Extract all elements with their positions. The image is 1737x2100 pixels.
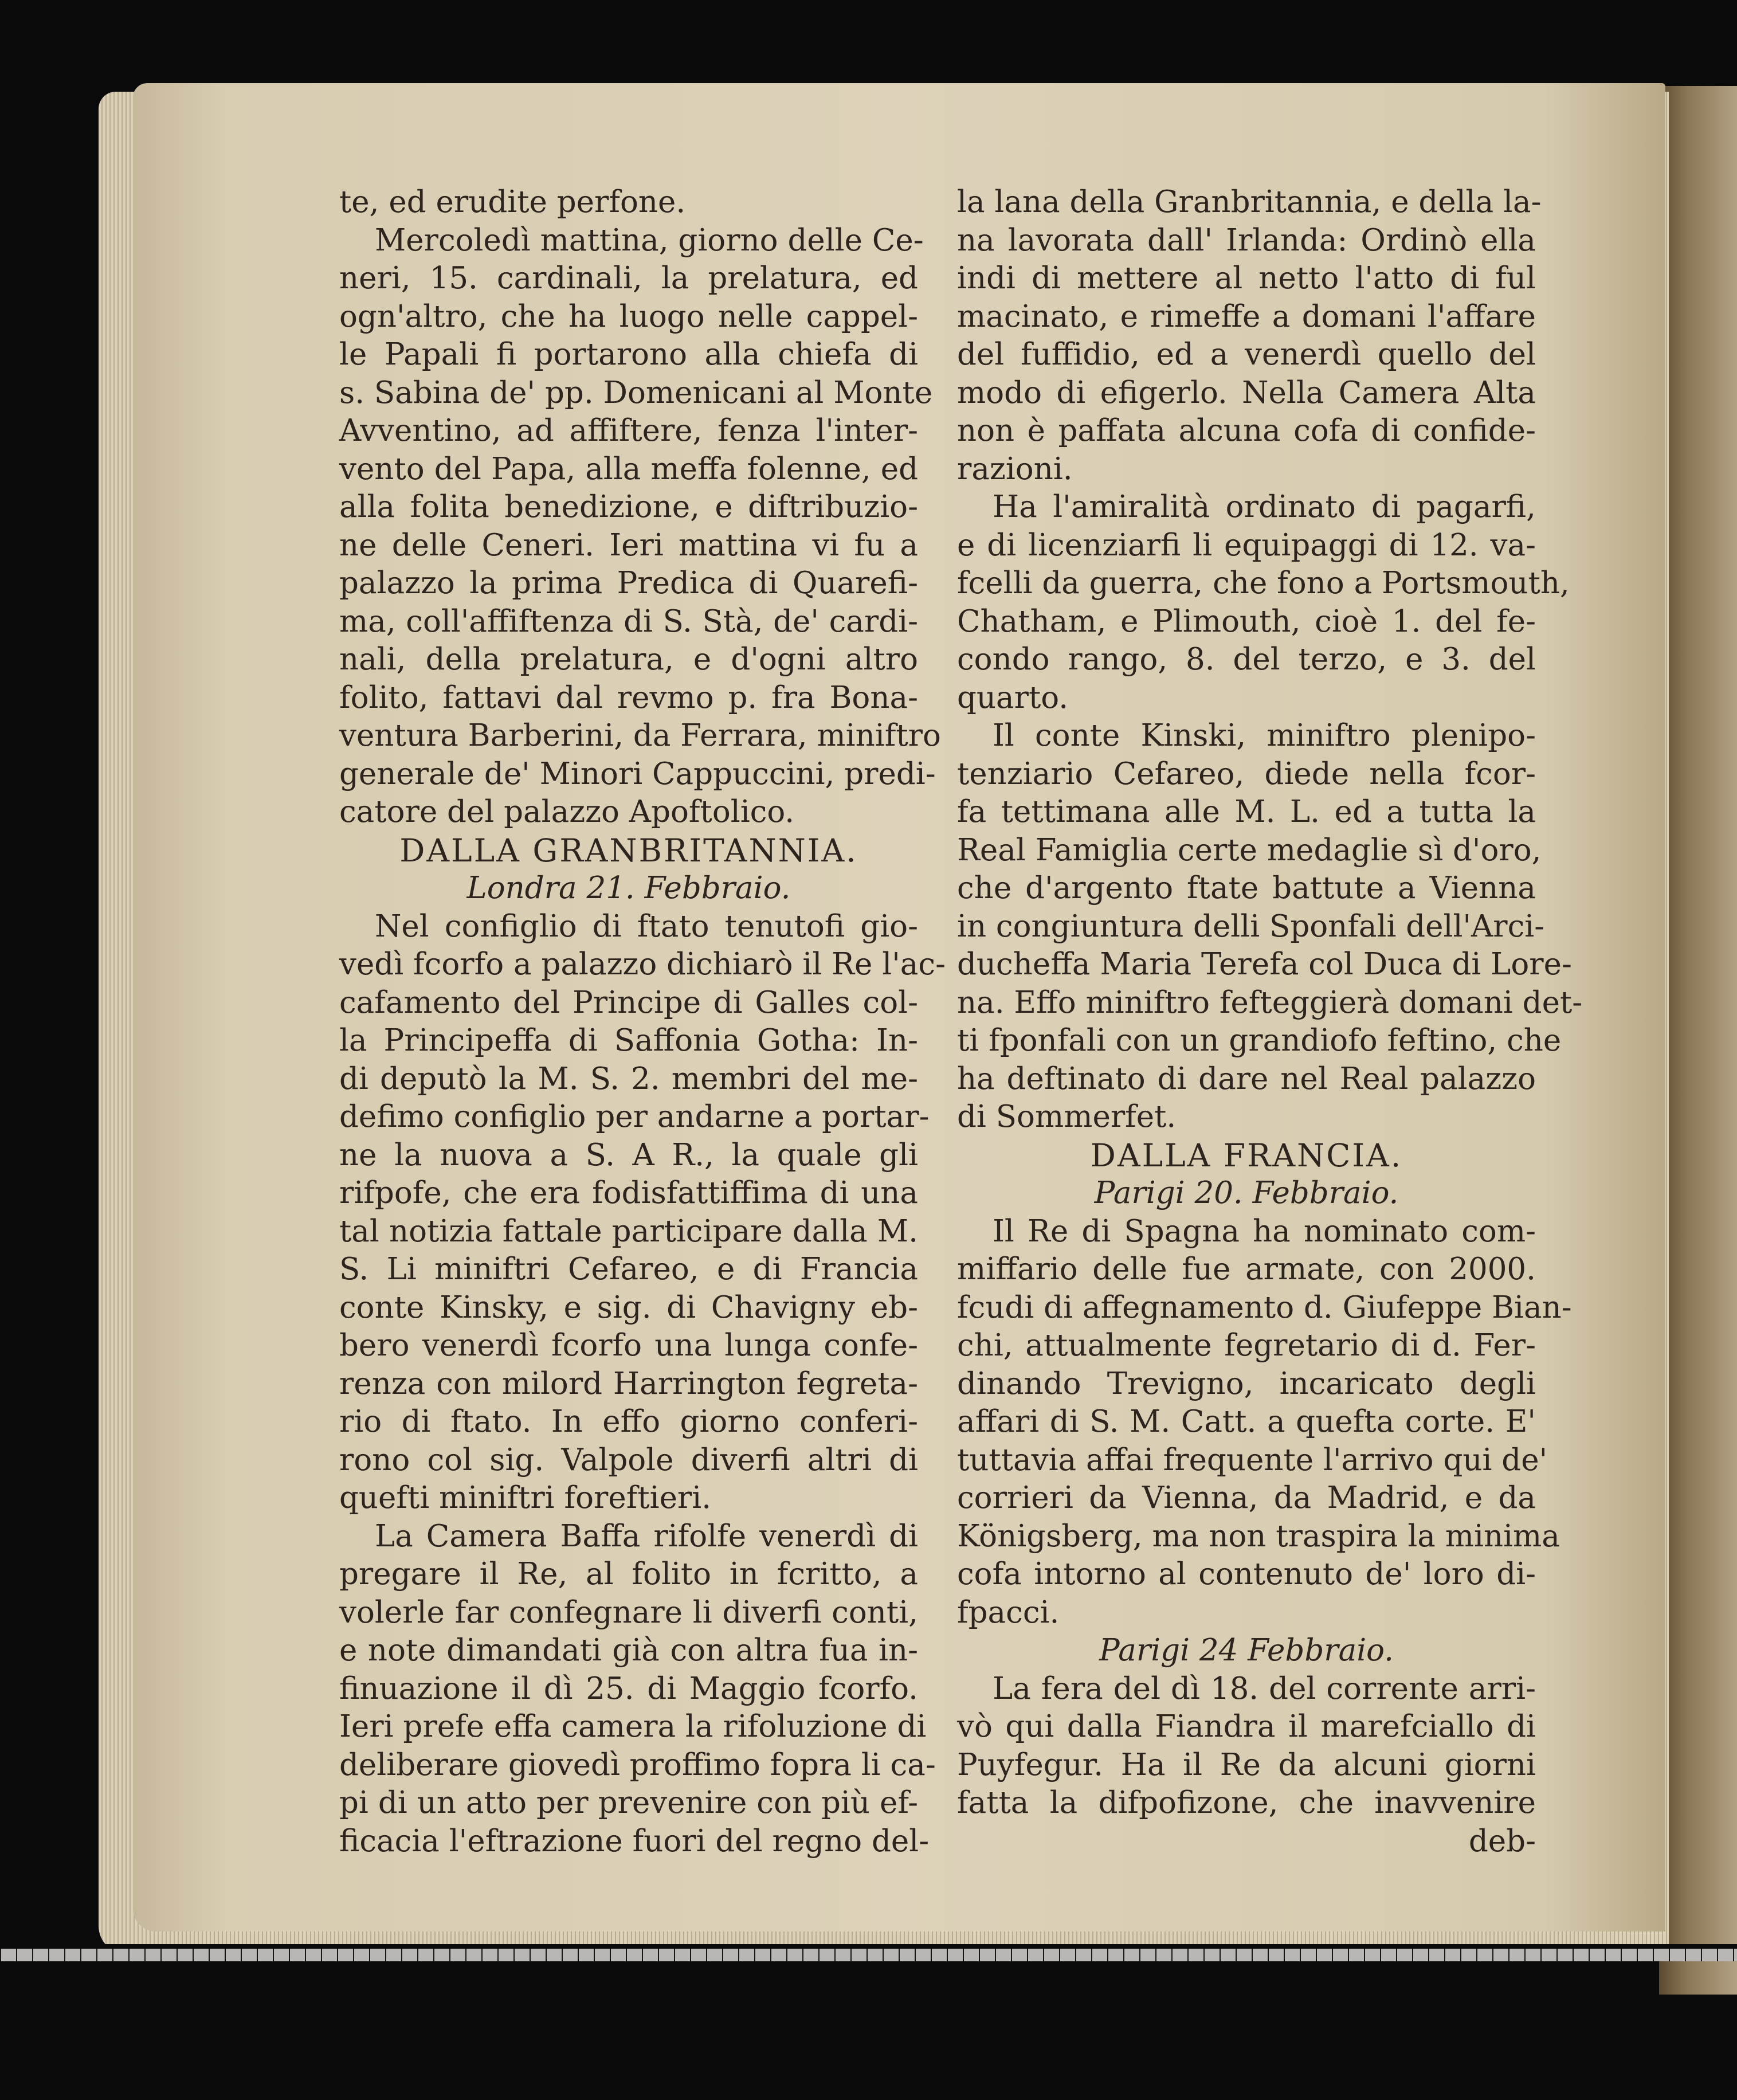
text-line: tenziario Cefareo, diede nella fcor- xyxy=(957,756,1536,792)
text-line: chi, attualmente fegretario di d. Fer- xyxy=(957,1328,1536,1363)
text-line: defimo configlio per andarne a portar- xyxy=(339,1099,930,1134)
text-line: na lavorata dall' Irlanda: Ordinò ella xyxy=(957,222,1536,258)
catchword: deb- xyxy=(1468,1823,1536,1859)
text-line: fcelli da guerra, che fono a Portsmouth, xyxy=(957,566,1570,601)
text-line: la Principeffa di Saffonia Gotha: In- xyxy=(339,1023,918,1058)
text-line: neri, 15. cardinali, la prelatura, ed xyxy=(339,261,918,296)
text-line: e note dimandati già con altra fua in- xyxy=(339,1633,918,1668)
text-line: affari di S. M. Catt. a quefta corte. E' xyxy=(957,1404,1536,1439)
text-line: Ha l'amiralità ordinato di pagarfi, xyxy=(993,489,1536,524)
text-line: catore del palazzo Apoftolico. xyxy=(339,794,795,829)
text-line: fa tettimana alle M. L. ed a tutta la xyxy=(957,794,1536,829)
dateline: Parigi 20. Febbraio. xyxy=(1094,1176,1399,1210)
text-line: ha deftinato di dare nel Real palazzo xyxy=(957,1061,1536,1096)
text-line: conte Kinsky, e sig. di Chavigny eb- xyxy=(339,1290,918,1325)
text-line: s. Sabina de' pp. Domenicani al Monte xyxy=(339,375,933,410)
text-line: Real Famiglia certe medaglie sì d'oro, xyxy=(957,832,1542,868)
text-line: di deputò la M. S. 2. membri del me- xyxy=(339,1061,918,1096)
text-line: rono col sig. Valpole diverfi altri di xyxy=(339,1442,918,1478)
text-line: Ieri prefe effa camera la rifoluzione di xyxy=(339,1709,927,1744)
text-line: fpacci. xyxy=(957,1594,1060,1630)
text-line: vento del Papa, alla meffa folenne, ed xyxy=(339,451,918,487)
text-line: La Camera Baffa rifolfe venerdì di xyxy=(375,1518,918,1554)
text-line: volerle far confegnare li diverfi conti, xyxy=(339,1594,918,1630)
right-column xyxy=(957,183,1583,1860)
text-line: di Sommerfet. xyxy=(957,1099,1177,1134)
text-line: la lana della Granbritannia, e della la- xyxy=(957,185,1542,220)
text-line: folito, fattavi dal revmo p. fra Bona- xyxy=(339,680,918,715)
text-line: Mercoledì mattina, giorno delle Ce- xyxy=(375,222,924,258)
text-line: ti fponfali con un grandiofo feftino, che xyxy=(957,1023,1562,1058)
text-line: fcudi di affegnamento d. Giufeppe Bian- xyxy=(957,1290,1572,1325)
text-line: ma, coll'affiftenza di S. Stà, de' cardi- xyxy=(339,604,918,639)
section-heading: DALLA GRANBRITANNIA. xyxy=(399,832,858,869)
measurement-ruler xyxy=(0,1944,1737,1961)
text-line: ducheffa Maria Terefa col Duca di Lore- xyxy=(957,947,1572,982)
text-line: indi di mettere al netto l'atto di ful xyxy=(957,261,1536,296)
text-line: palazzo la prima Predica di Quarefi- xyxy=(339,566,918,601)
text-line: corrieri da Vienna, da Madrid, e da xyxy=(957,1480,1536,1515)
text-line: finuazione il dì 25. di Maggio fcorfo. xyxy=(339,1671,918,1706)
text-line: bero venerdì fcorfo una lunga confe- xyxy=(339,1328,918,1363)
text-line: rio di ftato. In effo giorno conferi- xyxy=(339,1404,918,1439)
text-line: miffario delle fue armate, con 2000. xyxy=(957,1252,1536,1287)
text-line: ne la nuova a S. A R., la quale gli xyxy=(339,1137,918,1173)
text-line: ne delle Ceneri. Ieri mattina vi fu a xyxy=(339,527,918,563)
text-line: non è paffata alcuna cofa di confide- xyxy=(957,413,1536,448)
dateline: Parigi 24 Febbraio. xyxy=(1099,1633,1394,1668)
text-line: La fera del dì 18. del corrente arri- xyxy=(993,1671,1536,1706)
text-line: vedì fcorfo a palazzo dichiarò il Re l'ac- xyxy=(339,947,946,982)
text-line: del fuffidio, ed a venerdì quello del xyxy=(957,337,1536,372)
text-line: che d'argento ftate battute a Vienna xyxy=(957,871,1536,906)
text-line: quarto. xyxy=(957,680,1069,715)
text-line: Puyfegur. Ha il Re da alcuni giorni xyxy=(957,1747,1536,1782)
text-line: rifpofe, che era fodisfattiffima di una xyxy=(339,1176,918,1210)
text-line: te, ed erudite perfone. xyxy=(339,185,686,220)
text-line: dinando Trevigno, incaricato degli xyxy=(957,1366,1536,1401)
text-line: S. Li miniftri Cefareo, e di Francia xyxy=(339,1252,918,1287)
text-line: cafamento del Principe di Galles col- xyxy=(339,985,918,1020)
left-column xyxy=(339,183,946,1860)
text-line: tal notizia fattale participare dalla M. xyxy=(339,1213,918,1249)
dateline: Londra 21. Febbraio. xyxy=(466,871,791,906)
text-line: vò qui dalla Fiandra il marefciallo di xyxy=(957,1709,1536,1744)
text-line: le Papali fi portarono alla chiefa di xyxy=(339,337,918,372)
text-line: Il conte Kinski, miniftro plenipo- xyxy=(993,718,1536,753)
text-line: pi di un atto per prevenire con più ef- xyxy=(339,1785,918,1820)
text-line: nali, della prelatura, e d'ogni altro xyxy=(339,642,918,677)
text-line: quefti miniftri foreftieri. xyxy=(339,1480,712,1515)
section-heading: DALLA FRANCIA. xyxy=(1090,1137,1403,1174)
text-line: e di licenziarfi li equipaggi di 12. va- xyxy=(957,527,1536,563)
text-line: ogn'altro, che ha luogo nelle cappel- xyxy=(339,299,918,334)
book-gutter xyxy=(1659,86,1737,1995)
text-line: na. Effo miniftro fefteggierà domani det- xyxy=(957,985,1583,1020)
text-line: cofa intorno al contenuto de' loro di- xyxy=(957,1557,1536,1592)
text-line: Avventino, ad affiftere, fenza l'inter- xyxy=(339,413,918,448)
text-line: ventura Barberini, da Ferrara, miniftro xyxy=(339,718,941,753)
text-line: modo di efigerlo. Nella Camera Alta xyxy=(957,375,1536,410)
text-line: razioni. xyxy=(957,451,1073,487)
text-line: generale de' Minori Cappuccini, predi- xyxy=(339,756,936,792)
text-line: alla folita benedizione, e diftribuzio- xyxy=(339,489,918,524)
text-line: in congiuntura delli Sponfali dell'Arci- xyxy=(957,908,1545,944)
text-line: macinato, e rimeffe a domani l'affare xyxy=(957,299,1536,334)
text-line: Chatham, e Plimouth, cioè 1. del fe- xyxy=(957,604,1536,639)
text-line: tuttavia affai frequente l'arrivo qui de' xyxy=(957,1442,1548,1478)
text-line: deliberare giovedì proffimo fopra li ca- xyxy=(339,1747,936,1782)
text-line: condo rango, 8. del terzo, e 3. del xyxy=(957,642,1536,677)
text-line: renza con milord Harrington fegreta- xyxy=(339,1366,918,1401)
text-line: Il Re di Spagna ha nominato com- xyxy=(993,1213,1536,1249)
text-line: fatta la difpofizone, che inavvenire xyxy=(957,1785,1536,1820)
text-line: pregare il Re, al folito in fcritto, a xyxy=(339,1557,918,1592)
text-line: Nel configlio di ftato tenutofi gio- xyxy=(375,908,918,944)
text-line: Königsberg, ma non traspira la minima xyxy=(957,1518,1560,1554)
text-line: ficacia l'eftrazione fuori del regno del- xyxy=(339,1823,930,1859)
